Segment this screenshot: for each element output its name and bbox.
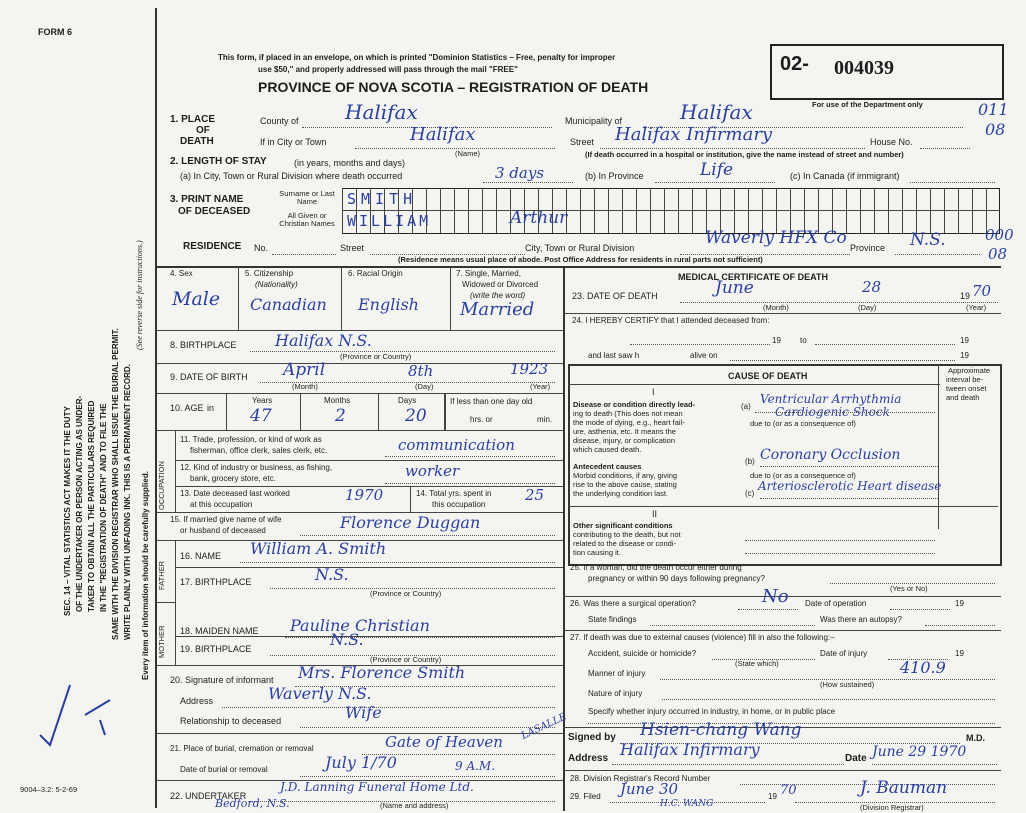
residence-city: Waverly HFX Co: [705, 228, 847, 248]
cause-II: II: [652, 509, 658, 519]
age-label: 10. AGE: [170, 403, 204, 413]
residence-city-label: City, Town or Rural Division: [525, 243, 635, 253]
informant-address: Waverly N.S.: [268, 684, 372, 703]
form-code: 9004–3.2: 5-2-69: [20, 785, 78, 794]
alive-on: alive on: [690, 351, 718, 360]
city-value: Halifax: [410, 124, 476, 145]
marital-label-1: 7. Single, Married,: [456, 269, 521, 278]
oth-2: contributing to the death, but not: [573, 530, 681, 539]
burial-label-2: Date of burial or removal: [180, 765, 268, 774]
age-less-3: min.: [537, 415, 553, 424]
burial-time: 9 A.M.: [455, 759, 496, 773]
s14-label-2: this occupation: [432, 500, 486, 509]
burial-place: Gate of Heaven: [385, 733, 503, 751]
dob-day-hint: (Day): [415, 382, 434, 391]
death-month: June: [715, 278, 754, 298]
date-of-death-label: 23. DATE OF DEATH: [572, 291, 658, 301]
cause-title: CAUSE OF DEATH: [728, 371, 808, 381]
cause-b: (b): [745, 457, 755, 466]
s28-label: 28. Division Registrar's Record Number: [570, 774, 711, 783]
side-notice-1: SEC. 14 – VITAL STATISTICS ACT MAKES IT THE DUTY: [63, 406, 72, 616]
s25-label-1: 25. If a woman, did the death occur either during: [570, 563, 742, 572]
citizenship-sub: (Nationality): [255, 280, 298, 289]
ant-2: Morbid conditions, if any, giving: [573, 471, 678, 480]
undertaker-extra: Bedford, N.S.: [215, 797, 290, 810]
cause-b-value: Coronary Occlusion: [760, 447, 901, 463]
sex-value: Male: [172, 288, 221, 310]
signed-value: Hsien-chang Wang: [640, 720, 802, 740]
occupation-label: OCCUPATION: [157, 461, 166, 510]
residence-code-2: 08: [988, 245, 1008, 263]
death-day: 28: [862, 278, 882, 296]
s27-19: 19: [955, 649, 964, 658]
residence-street: Street: [340, 243, 365, 253]
age-days-label: Days: [398, 396, 417, 405]
certify-19-a: 19: [772, 336, 781, 345]
oth-4: tion causing it.: [573, 548, 621, 557]
s29-19: 19: [768, 792, 777, 801]
s13-value: 1970: [345, 486, 384, 504]
father-label: FATHER: [157, 560, 166, 590]
s2-a-value: 3 days: [495, 164, 545, 182]
marital-value: Married: [460, 299, 535, 320]
side-notice-8: Every item of information should be carefully supplied.: [141, 471, 150, 680]
s27-accident: Accident, suicide or homicide?: [588, 649, 697, 658]
s15-label-2: or husband of deceased: [180, 526, 266, 535]
s3-label-2: OF DECEASED: [178, 206, 251, 217]
s3-label-1: 3. PRINT NAME: [170, 194, 244, 205]
father-birthplace: N.S.: [315, 565, 349, 584]
side-notice-6: WRITE PLAINLY WITH UNFADING INK. THIS IS A PERMANENT RECORD.: [123, 364, 132, 640]
s27-specify: Specify whether injury occurred in industry, in home, or in public place: [588, 707, 836, 716]
cause-a: (a): [741, 402, 751, 411]
ant-3: rise to the above cause, stating: [573, 480, 677, 489]
racial-label: 6. Racial Origin: [348, 269, 403, 278]
signed-md: M.D.: [966, 733, 985, 743]
reg-number: 004039: [834, 57, 894, 79]
interval-2: interval be-: [946, 375, 984, 384]
s27-date-of-injury: Date of injury: [820, 649, 868, 658]
registrar-label: (Division Registrar): [860, 803, 924, 812]
s15-label-1: 15. If married give name of wife: [170, 515, 282, 524]
muni-label: Municipality of: [565, 116, 623, 126]
hospital-note: (If death occurred in a hospital or institution, give the name instead of street and number): [585, 150, 904, 159]
side-notice-2: OF THE UNDERTAKER OR PERSON ACTING AS UNDER-: [75, 395, 84, 612]
city-label: If in City or Town: [260, 137, 327, 147]
marital-label-3: (write the word): [470, 291, 526, 300]
house-label: House No.: [870, 137, 913, 147]
place-code-1: 011: [978, 100, 1009, 119]
left-border: [155, 8, 157, 808]
s1-of: OF: [196, 125, 210, 136]
s12-value: worker: [405, 462, 460, 480]
ant-4: the underlying condition last.: [573, 489, 669, 498]
s26-findings: State findings: [588, 615, 637, 624]
citizenship-label: 5. Citizenship: [245, 269, 294, 278]
due-to-1: due to (or as a consequence of): [750, 419, 856, 428]
certify-19-b: 19: [960, 336, 969, 345]
cause-c: (c): [745, 489, 755, 498]
residence-prov: N.S.: [910, 230, 946, 250]
reg-prefix: 02-: [780, 53, 809, 75]
mother-birthplace: N.S.: [330, 630, 364, 649]
mother-label: MOTHER: [157, 625, 166, 658]
age-months: 2: [335, 406, 346, 426]
due-to-2: due to (or as a consequence of): [750, 471, 856, 480]
cause-I: I: [652, 387, 655, 397]
given-label: All Given or Christian Names: [279, 211, 335, 228]
side-notice-3: TAKER TO OBTAIN ALL THE PARTICULARS REQUIRED: [87, 400, 96, 612]
dis-5: disease, injury, or complication: [573, 436, 675, 445]
dis-6: which caused death.: [573, 445, 642, 454]
s27-state-which: (State which): [735, 659, 779, 668]
muni-value: Halifax: [680, 100, 753, 124]
side-notice-7: (See reverse side for instructions.): [135, 240, 144, 350]
dob-label: 9. DATE OF BIRTH: [170, 372, 248, 382]
mother-birthplace-label: 19. BIRTHPLACE: [180, 644, 252, 654]
residence-note: (Residence means usual place of abode. Post Office Address for residents in rural parts not sufficient): [398, 255, 763, 264]
age-less-2: hrs. or: [470, 415, 493, 424]
dob-month: April: [283, 360, 326, 380]
s26-date: Date of operation: [805, 599, 867, 608]
age-years-label: Years: [252, 396, 273, 405]
s2-label: 2. LENGTH OF STAY: [170, 156, 267, 167]
citizenship-value: Canadian: [250, 295, 327, 314]
s2-c-label: (c) In Canada (if immigrant): [790, 171, 900, 181]
relationship-label: Relationship to deceased: [180, 716, 282, 726]
s1-death: DEATH: [180, 136, 214, 147]
age-less-1: If less than one day old: [450, 397, 533, 406]
dis-1: Disease or condition directly lead-: [573, 400, 696, 409]
s12-label-1: 12. Kind of industry or business, as fishing,: [180, 463, 333, 472]
street-label: Street: [570, 137, 595, 147]
s29-year: 70: [780, 783, 797, 798]
burial-stamp: LASALLE: [519, 711, 569, 742]
informant-value: Mrs. Florence Smith: [298, 663, 466, 682]
burial-label-1: 21. Place of burial, cremation or removal: [170, 744, 314, 753]
certify-text: 24. I HEREBY CERTIFY that I attended deceased from:: [572, 316, 770, 325]
dob-month-hint: (Month): [292, 382, 318, 391]
s29-value: June 30: [620, 780, 679, 798]
signed-address-label: Address: [568, 753, 609, 764]
s26-19: 19: [955, 599, 964, 608]
med-title: MEDICAL CERTIFICATE OF DEATH: [678, 272, 828, 282]
cause-a-value-2: Cardiogenic Shock: [775, 405, 890, 419]
birthplace-label: 8. BIRTHPLACE: [170, 340, 237, 350]
s2-b-value: Life: [700, 160, 734, 180]
certify-to: to: [800, 336, 807, 345]
dob-day: 8th: [408, 362, 434, 380]
s1-label: 1. PLACE: [170, 114, 216, 125]
certify-19-c: 19: [960, 351, 969, 360]
birthplace-sub: (Province or Country): [340, 352, 412, 361]
informant-address-label: Address: [180, 696, 214, 706]
oth-1: Other significant conditions: [573, 521, 673, 530]
name-hint: (Name): [455, 149, 481, 158]
s15-value: Florence Duggan: [340, 513, 481, 532]
cause-a-value-1: Ventricular Arrhythmia: [760, 392, 902, 406]
burial-date: July 1/70: [325, 753, 397, 772]
s12-label-2: bank, grocery store, etc.: [190, 474, 276, 483]
father-name: William A. Smith: [250, 539, 387, 558]
given-handwritten: Arthur: [510, 208, 568, 228]
residence-code-1: 000: [985, 226, 1014, 244]
s14-value: 25: [525, 486, 545, 504]
death-day-hint: (Day): [858, 303, 877, 312]
s25-label-2: pregnancy or within 90 days following pregnancy?: [588, 574, 765, 583]
s27-how: (How sustained): [820, 680, 875, 689]
death-month-hint: (Month): [763, 303, 789, 312]
age-months-label: Months: [324, 396, 351, 405]
signed-address: Halifax Infirmary: [620, 740, 760, 759]
dis-3: the mode of dying, e.g., heart fail-: [573, 418, 685, 427]
undertaker-sub: (Name and address): [380, 801, 449, 810]
undertaker-label: 22. UNDERTAKER: [170, 791, 247, 801]
father-birthplace-label: 17. BIRTHPLACE: [180, 577, 252, 587]
header-notice-2: use $50," and properly addressed will pass through the mail "FREE": [258, 65, 518, 74]
mother-birthplace-sub: (Province or Country): [370, 655, 442, 664]
oth-3: related to the disease or condi-: [573, 539, 676, 548]
s27-label: 27. If death was due to external causes (violence) fill in also the following:–: [570, 633, 835, 642]
s2-sub: (in years, months and days): [294, 158, 406, 168]
s26-value: No: [762, 586, 789, 607]
given-value: WILLIAM: [347, 212, 432, 230]
residence-prov-label: Province: [850, 243, 886, 253]
s13-label-1: 13. Date deceased last worked: [180, 489, 290, 498]
registrar-signature: J. Bauman: [860, 778, 948, 798]
age-days: 20: [405, 406, 427, 426]
ant-1: Antecedent causes: [573, 462, 642, 471]
s29-sub: H.C. WANG: [660, 799, 714, 809]
s29-label: 29. Filed: [570, 792, 601, 801]
signed-date-label: Date: [845, 753, 867, 764]
s26-label: 26. Was there a surgical operation?: [570, 599, 696, 608]
form-label: FORM 6: [38, 27, 73, 37]
informant-label: 20. Signature of informant: [170, 675, 274, 685]
s27-manner: Manner of injury: [588, 669, 646, 678]
form-title: PROVINCE OF NOVA SCOTIA – REGISTRATION OF DEATH: [258, 79, 649, 95]
death-year: 70: [972, 282, 992, 300]
s2-b-label: (b) In Province: [585, 171, 644, 181]
initials-mark: [30, 675, 130, 755]
interval-3: tween onset: [946, 384, 987, 393]
age-years: 47: [250, 406, 272, 426]
s26-autopsy: Was there an autopsy?: [820, 615, 902, 624]
father-name-label: 16. NAME: [180, 551, 222, 561]
sex-label: 4. Sex: [170, 269, 193, 278]
s11-value: communication: [398, 436, 515, 454]
signed-date: June 29 1970: [872, 744, 967, 760]
death-year-hint: (Year): [966, 303, 987, 312]
age-in: in: [207, 403, 215, 413]
birthplace-value: Halifax N.S.: [275, 331, 372, 350]
dept-use: For use of the Department only: [812, 100, 923, 109]
racial-value: English: [358, 295, 419, 314]
surname-label: Surname or Last Name: [279, 189, 335, 206]
maiden-name-label: 18. MAIDEN NAME: [180, 626, 259, 636]
dis-2: ing to death (This does not mean: [573, 409, 683, 418]
maiden-name: Pauline Christian: [290, 616, 430, 635]
dis-4: ure, asthenia, etc. It means the: [573, 427, 676, 436]
s2-a-label: (a) In City, Town or Rural Division where death occurred: [180, 171, 403, 181]
undertaker-value: J.D. Lanning Funeral Home Ltd.: [280, 780, 474, 794]
street-value: Halifax Infirmary: [615, 124, 773, 145]
father-birthplace-sub: (Province or Country): [370, 589, 442, 598]
s27-nature: Nature of injury: [588, 689, 643, 698]
header-notice-1: This form, if placed in an envelope, on which is printed "Dominion Statistics – Free, penalty for improper: [218, 53, 616, 62]
cause-c-value: Arteriosclerotic Heart disease: [758, 479, 942, 493]
interval-1: Approximate: [948, 366, 991, 375]
residence-label: RESIDENCE: [183, 241, 242, 252]
place-code-2: 08: [985, 120, 1006, 139]
side-notice-4: IN THE "REGISTRATION OF DEATH" AND TO FILE THE: [99, 403, 108, 612]
dob-year: 1923: [510, 360, 549, 378]
county-label: County of: [260, 116, 299, 126]
s11-label-1: 11. Trade, profession, or kind of work as: [180, 435, 322, 444]
county-value: Halifax: [345, 100, 418, 124]
residence-no: No.: [254, 243, 269, 253]
interval-4: and death: [946, 393, 980, 402]
dob-year-hint: (Year): [530, 382, 551, 391]
surname-value: SMITH: [347, 190, 418, 208]
relationship-value: Wife: [345, 703, 382, 722]
s13-label-2: at this occupation: [190, 500, 253, 509]
s25-yn: (Yes or No): [890, 584, 928, 593]
marital-label-2: Widowed or Divorced: [462, 280, 539, 289]
s11-label-2: fisherman, office clerk, sales clerk, etc.: [190, 446, 328, 455]
signed-label: Signed by: [568, 732, 616, 743]
side-notice-5: SAME WITH THE DIVISION REGISTRAR WHO SHALL ISSUE THE BURIAL PERMIT.: [111, 328, 120, 640]
death-year-prefix: 19: [960, 291, 971, 301]
last-saw: and last saw h: [588, 351, 640, 360]
s14-label-1: 14. Total yrs. spent in: [416, 489, 492, 498]
s27-code: 410.9: [900, 658, 946, 677]
